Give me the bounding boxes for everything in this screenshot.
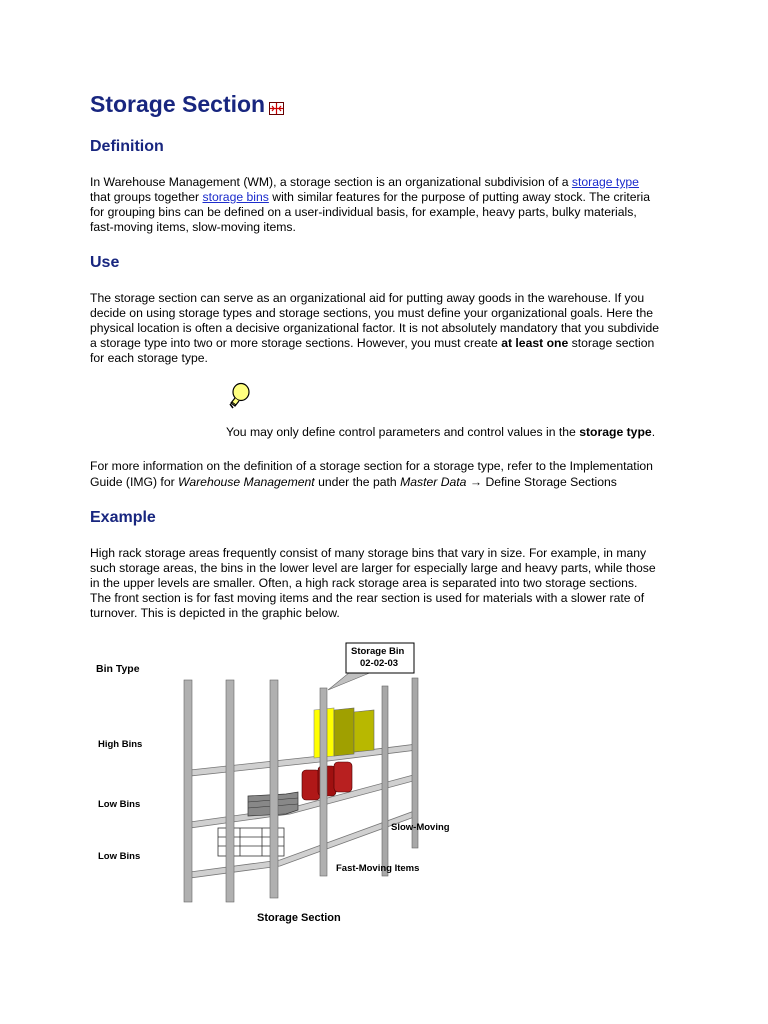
- bin-type-label: Bin Type: [96, 663, 140, 675]
- more-info-text: under the path: [314, 475, 401, 489]
- storage-bin-olive: [334, 708, 354, 756]
- example-paragraph: [90, 546, 680, 621]
- use-bold-text: at least one: [501, 336, 569, 350]
- more-info-italic: Master Data: [400, 475, 467, 489]
- high-bins-label: High Bins: [98, 739, 143, 750]
- storage-type-link[interactable]: storage type: [571, 175, 639, 189]
- rack-post: [226, 680, 234, 902]
- arrow-icon: →: [466, 475, 486, 489]
- note-text: You may only define control parameters and control values in the: [226, 425, 580, 439]
- lightbulb-icon: [226, 381, 252, 411]
- definition-text: for grouping bins can be defined on a user-individual basis, for example, heavy parts, bulky materials,: [90, 205, 637, 219]
- use-paragraph: [90, 291, 680, 366]
- page-title-text: Storage Section: [90, 91, 266, 117]
- use-text: decide on using storage types and storage sections, you must define your organizational goals. Here the: [90, 306, 653, 320]
- callout-line-1: Storage Bin: [351, 646, 405, 657]
- example-heading: Example: [90, 509, 156, 526]
- example-text: High rack storage areas frequently consist of many storage bins that vary in size. For example, in many: [90, 546, 647, 560]
- more-info-text: Guide (IMG) for: [90, 475, 179, 489]
- note-text: .: [651, 425, 656, 439]
- more-info-paragraph: [90, 458, 680, 490]
- document-link-icon[interactable]: [269, 102, 284, 115]
- barrel: [334, 762, 352, 792]
- definition-text: with similar features for the purpose of putting away stock. The criteria: [268, 190, 651, 204]
- note-paragraph: [226, 425, 686, 440]
- storage-section-figure: [90, 638, 490, 928]
- storage-bins-link[interactable]: storage bins: [202, 190, 269, 204]
- note-bold-text: storage type: [579, 425, 652, 439]
- use-text: The storage section can serve as an organizational aid for putting away goods in the warehouse. If you: [90, 291, 645, 305]
- definition-text: In Warehouse Management (WM), a storage section is an organizational subdivision of a: [90, 175, 572, 189]
- use-heading: Use: [90, 254, 120, 271]
- storage-section-label: Storage Section: [257, 912, 341, 924]
- example-text: in the upper levels are smaller. Often, a high rack storage area is separated into two storage sections.: [90, 576, 638, 590]
- rack-post: [270, 680, 278, 898]
- callout-pointer: [328, 672, 372, 690]
- use-text: a storage type into two or more storage sections. However, you must create: [90, 336, 502, 350]
- rack-post: [320, 688, 327, 876]
- low-bins-label-1: Low Bins: [98, 799, 141, 810]
- example-text: such storage areas, the bins in the lower level are larger for especially large and heavy parts, while those: [90, 561, 656, 575]
- storage-bin-olive: [354, 710, 374, 752]
- slow-moving-label: Slow-Moving: [391, 822, 450, 833]
- page-title: [90, 91, 265, 118]
- use-text: physical location is often a decisive organizational factor. It is not absolutely mandatory that you subdivide: [90, 321, 660, 335]
- example-text: turnover. This is depicted in the graphic below.: [90, 606, 340, 620]
- more-info-italic: Warehouse Management: [178, 475, 315, 489]
- use-text: storage section: [568, 336, 655, 350]
- definition-heading: Definition: [90, 138, 164, 155]
- rack-post: [184, 680, 192, 902]
- fast-moving-label: Fast-Moving Items: [336, 863, 420, 874]
- definition-text: fast-moving items, slow-moving items.: [90, 220, 296, 234]
- rack-post: [382, 686, 388, 876]
- definition-paragraph: [90, 175, 680, 235]
- barrel: [302, 770, 320, 800]
- use-text: for each storage type.: [90, 351, 208, 365]
- more-info-text: For more information on the definition of a storage section for a storage type, refer to the Implementation: [90, 459, 653, 473]
- example-text: The front section is for fast moving items and the rear section is used for materials with a slower rate of: [90, 591, 645, 605]
- more-info-text: Define Storage Sections: [485, 475, 617, 489]
- definition-text: that groups together: [90, 190, 203, 204]
- low-bins-label-2: Low Bins: [98, 851, 141, 862]
- callout-line-2: 02-02-03: [360, 658, 399, 669]
